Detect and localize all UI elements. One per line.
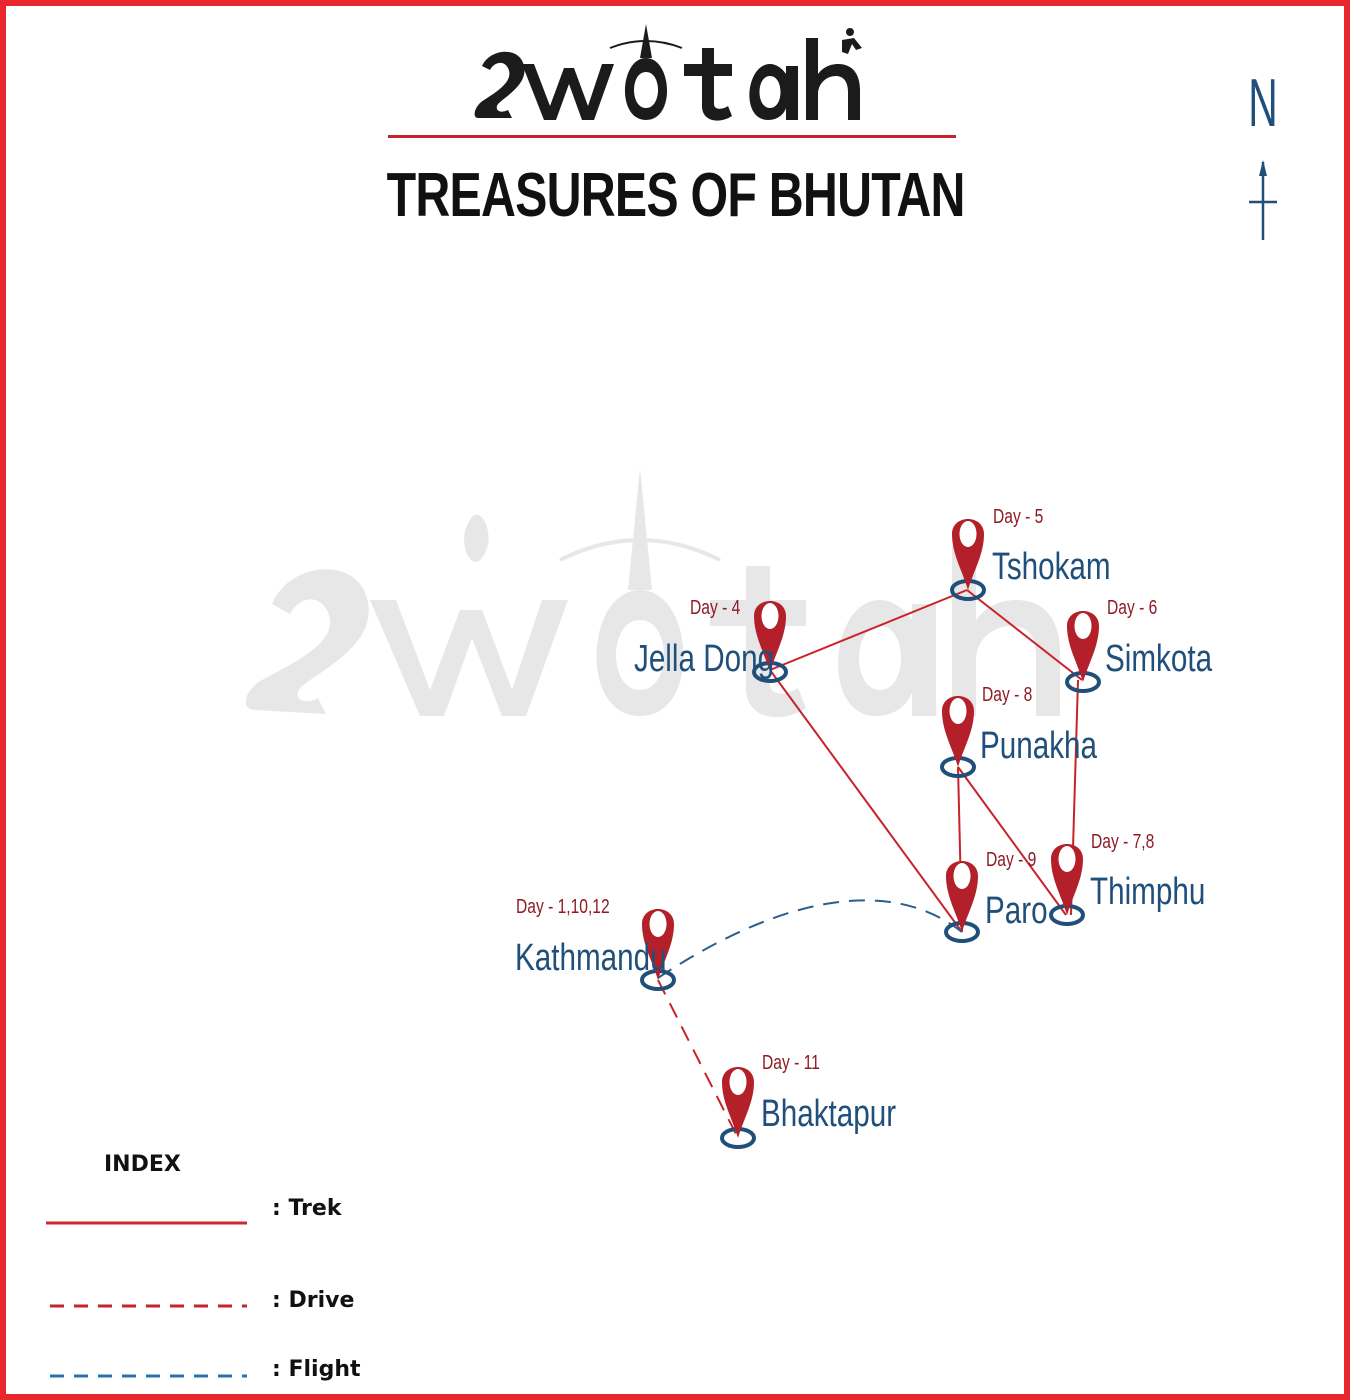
legend-flight-label: : Flight xyxy=(272,1357,361,1382)
day-label-thimphu: Day - 7,8 xyxy=(1091,831,1155,853)
day-label-punakha: Day - 8 xyxy=(982,684,1033,706)
day-label-tshokam: Day - 5 xyxy=(993,506,1044,528)
pin-thimphu-icon xyxy=(1051,844,1083,924)
route-kathmandu-paro xyxy=(658,900,962,978)
pin-paro-icon xyxy=(946,861,978,941)
legend-trek-label: : Trek xyxy=(272,1196,342,1221)
day-label-paro: Day - 9 xyxy=(986,849,1037,871)
pin-punakha-icon xyxy=(942,696,974,776)
place-label-jella-dong: Jella Dong xyxy=(634,638,775,680)
day-label-simkota: Day - 6 xyxy=(1107,597,1158,619)
legend-title: INDEX xyxy=(104,1152,181,1177)
day-label-bhaktapur: Day - 11 xyxy=(762,1052,820,1074)
pin-bhaktapur-icon xyxy=(722,1067,754,1147)
place-label-tshokam: Tshokam xyxy=(992,546,1111,588)
place-label-paro: Paro xyxy=(985,890,1048,932)
page-title: TREASURES OF BHUTAN xyxy=(386,161,965,230)
day-label-jella-dong: Day - 4 xyxy=(690,597,741,619)
place-label-thimphu: Thimphu xyxy=(1090,871,1206,913)
legend-drive-label: : Drive xyxy=(272,1288,355,1313)
place-label-simkota: Simkota xyxy=(1105,638,1213,680)
day-label-kathmandu: Day - 1,10,12 xyxy=(516,896,610,918)
place-label-bhaktapur: Bhaktapur xyxy=(761,1093,897,1135)
place-label-kathmandu: Kathmandu xyxy=(515,937,667,979)
place-label-punakha: Punakha xyxy=(980,725,1098,767)
pin-simkota-icon xyxy=(1067,611,1099,691)
compass-north-label: N xyxy=(1248,65,1278,141)
route-kathmandu-bhaktapur xyxy=(658,980,738,1138)
